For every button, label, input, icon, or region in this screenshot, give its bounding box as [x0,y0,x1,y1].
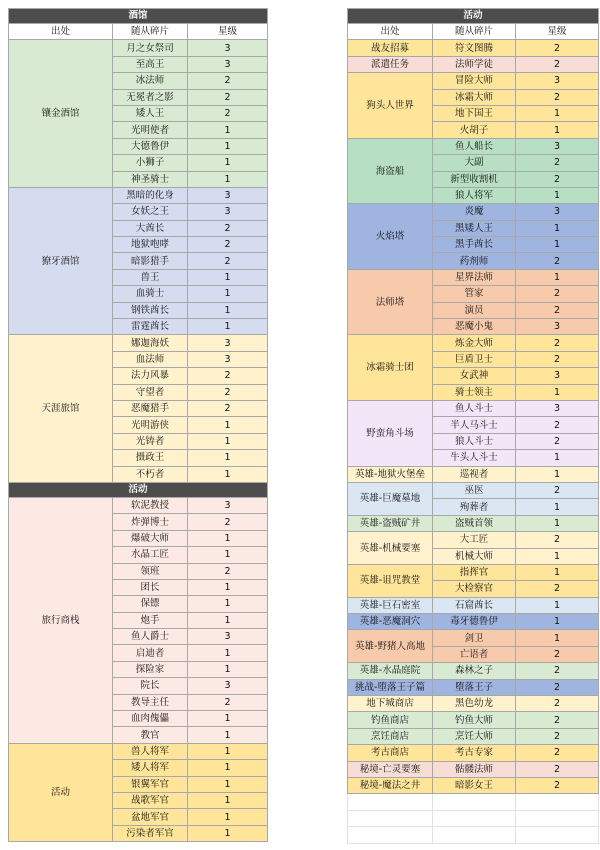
fragment-cell: 符文图腾 [433,40,516,56]
fragment-cell: 炸弹博士 [113,514,188,530]
fragment-cell: 狼人斗士 [433,433,516,449]
stars-cell: 1 [516,269,599,285]
fragment-cell: 巡视者 [433,466,516,482]
stars-cell: 1 [188,612,268,628]
stars-cell: 2 [516,728,599,744]
fragment-cell: 殉葬者 [433,499,516,515]
fragment-cell: 水晶工匠 [113,547,188,563]
table-row [348,204,599,220]
source-cell: 英雄-机械要塞 [348,532,433,565]
table-row [348,564,599,580]
stars-cell: 1 [188,661,268,677]
table-row [348,515,599,531]
table-row [9,187,268,203]
source-cell: 烹饪商店 [348,728,433,744]
source-cell: 考古商店 [348,745,433,761]
table-row [348,614,599,630]
stars-cell: 1 [516,187,599,203]
table-row [9,497,268,513]
fragment-cell: 鱼人爵士 [113,629,188,645]
empty-cell [348,794,433,810]
fragment-cell: 火胡子 [433,122,516,138]
fragment-cell: 战歌军官 [113,792,188,808]
stars-cell: 1 [188,547,268,563]
stars-cell: 2 [516,56,599,72]
fragment-cell: 大副 [433,155,516,171]
fragment-cell: 地下国王 [433,105,516,121]
source-cell: 英雄-恶魔洞穴 [348,614,433,630]
source-cell: 战友招募 [348,40,433,56]
fragment-cell: 亡语者 [433,646,516,662]
fragment-cell: 法师学徒 [433,56,516,72]
stars-cell: 1 [188,825,268,841]
stars-cell: 1 [188,122,268,138]
fragment-cell: 光铸者 [113,433,188,449]
table-row [348,630,599,646]
tavern-table [8,8,268,842]
stars-cell: 2 [188,105,268,121]
stars-cell: 1 [516,597,599,613]
table-row [348,761,599,777]
fragment-cell: 黑暗的化身 [113,187,188,203]
fragment-cell: 无冕者之影 [113,89,188,105]
fragment-cell: 鱼人斗士 [433,400,516,416]
table-row [348,679,599,695]
stars-cell: 2 [188,73,268,89]
stars-cell: 3 [516,319,599,335]
fragment-cell: 新型收割机 [433,171,516,187]
stars-cell: 2 [516,155,599,171]
table-row [9,743,268,759]
stars-cell: 1 [516,564,599,580]
empty-cell [348,810,433,826]
stars-cell: 2 [516,696,599,712]
stars-cell: 2 [516,777,599,793]
source-column-header: 出处 [9,24,113,40]
fragment-cell: 爆破大师 [113,530,188,546]
tavern-section-header-title: 酒馆 [9,9,268,24]
source-cell: 冰霜骑士团 [348,335,433,401]
fragment-cell: 牛头人斗士 [433,450,516,466]
empty-row [348,794,599,810]
stars-cell: 1 [188,792,268,808]
stars-cell: 2 [188,237,268,253]
stars-cell: 2 [516,663,599,679]
stars-cell: 3 [188,629,268,645]
table-row [348,532,599,548]
table-row [348,400,599,416]
fragment-cell: 盆地军官 [113,809,188,825]
source-cell: 英雄-地狱火堡垒 [348,466,433,482]
column-header-row [9,24,268,40]
stars-cell: 3 [516,400,599,416]
fragment-cell: 考古专家 [433,745,516,761]
stars-cell: 1 [516,450,599,466]
source-cell: 法师塔 [348,269,433,335]
fragment-cell: 大酋长 [113,220,188,236]
source-cell: 英雄-水晶庭院 [348,663,433,679]
stars-cell: 1 [188,530,268,546]
stars-cell: 2 [188,514,268,530]
table-row [9,40,268,56]
fragment-cell: 冒险大师 [433,73,516,89]
stars-cell: 1 [188,579,268,595]
fragment-cell: 摄政王 [113,450,188,466]
fragment-cell: 雷霆酋长 [113,319,188,335]
stars-cell: 1 [516,614,599,630]
stars-cell: 2 [516,40,599,56]
source-cell: 镶金酒馆 [9,40,113,188]
fragment-cell: 冰法师 [113,73,188,89]
stars-cell: 2 [516,253,599,269]
stars-cell: 2 [188,400,268,416]
fragment-cell: 药剂师 [433,253,516,269]
fragment-cell: 炼金大师 [433,335,516,351]
stars-cell: 1 [516,237,599,253]
fragment-cell: 石窟酋长 [433,597,516,613]
fragment-cell: 黑手酋长 [433,237,516,253]
stars-cell: 2 [188,384,268,400]
stars-cell: 1 [188,319,268,335]
empty-cell [348,827,433,843]
stars-cell: 3 [516,138,599,154]
fragment-cell: 骷髅法师 [433,761,516,777]
stars-cell: 2 [516,89,599,105]
fragment-cell: 指挥官 [433,564,516,580]
source-cell: 海盗船 [348,138,433,204]
table-row [348,335,599,351]
fragment-cell: 恶魔猎手 [113,400,188,416]
stars-column-header: 星级 [188,24,268,40]
stars-cell: 2 [516,679,599,695]
stars-cell: 3 [188,335,268,351]
source-cell: 地下城商店 [348,696,433,712]
stars-cell: 1 [188,433,268,449]
stars-cell: 2 [516,581,599,597]
fragment-cell: 女武神 [433,368,516,384]
fragment-cell: 血骑士 [113,286,188,302]
empty-cell [516,794,599,810]
fragment-cell: 保镖 [113,596,188,612]
fragment-cell: 启迪者 [113,645,188,661]
event-section-header-title: 活动 [348,9,599,24]
source-cell: 獠牙酒馆 [9,187,113,335]
fragment-cell: 黑色幼龙 [433,696,516,712]
stars-cell: 1 [188,743,268,759]
fragment-cell: 神圣骑士 [113,171,188,187]
stars-cell: 2 [516,335,599,351]
fragment-cell: 大德鲁伊 [113,138,188,154]
stars-cell: 1 [516,122,599,138]
fragment-cell: 矮人王 [113,105,188,121]
fragment-cell: 探险家 [113,661,188,677]
source-cell: 派遣任务 [348,56,433,72]
stars-cell: 2 [516,351,599,367]
fragment-cell: 兽王 [113,269,188,285]
fragment-cell: 钓鱼大师 [433,712,516,728]
source-column-header: 出处 [348,24,433,40]
stars-cell: 2 [188,253,268,269]
table-row [348,138,599,154]
stars-cell: 1 [516,466,599,482]
fragment-cell: 炮手 [113,612,188,628]
fragment-cell: 恶魔小鬼 [433,319,516,335]
source-cell: 英雄-诅咒教堂 [348,564,433,597]
event-section-header [348,9,599,24]
stars-cell: 3 [188,56,268,72]
table-row [348,482,599,498]
empty-cell [433,810,516,826]
stars-column-header: 星级 [516,24,599,40]
fragment-cell: 剑卫 [433,630,516,646]
stars-cell: 1 [516,384,599,400]
stars-cell: 3 [516,368,599,384]
stars-cell: 1 [188,466,268,482]
source-cell: 秘境-魔法之井 [348,777,433,793]
fragment-cell: 血法师 [113,351,188,367]
fragment-cell: 盗贼首领 [433,515,516,531]
source-cell: 活动 [9,743,113,841]
stars-cell: 1 [188,645,268,661]
stars-cell: 2 [516,433,599,449]
stars-cell: 1 [188,776,268,792]
stars-cell: 1 [516,105,599,121]
fragment-cell: 鱼人船长 [433,138,516,154]
stars-cell: 1 [516,630,599,646]
source-cell: 野蛮角斗场 [348,400,433,466]
source-cell: 英雄-野猪人高地 [348,630,433,663]
stars-cell: 2 [188,563,268,579]
source-cell: 旅行商栈 [9,497,113,743]
fragment-cell: 软泥教授 [113,497,188,513]
fragment-cell: 教官 [113,727,188,743]
stars-cell: 3 [516,204,599,220]
source-cell: 英雄-巨石密室 [348,597,433,613]
stars-cell: 2 [516,712,599,728]
stars-cell: 2 [516,761,599,777]
source-cell: 钓鱼商店 [348,712,433,728]
fragment-cell: 星界法师 [433,269,516,285]
fragment-cell: 守望者 [113,384,188,400]
fragment-cell: 领班 [113,563,188,579]
source-cell: 秘境-亡灵要塞 [348,761,433,777]
stars-cell: 3 [188,204,268,220]
table-row [348,728,599,744]
stars-cell: 2 [516,171,599,187]
fragment-cell: 小狮子 [113,155,188,171]
table-row [348,712,599,728]
source-cell: 英雄-盗贼矿井 [348,515,433,531]
table-row [348,777,599,793]
stars-cell: 2 [516,482,599,498]
empty-row [348,810,599,826]
empty-cell [516,827,599,843]
stars-cell: 1 [516,220,599,236]
table-row [348,597,599,613]
stars-cell: 1 [188,302,268,318]
stars-cell: 1 [516,515,599,531]
stars-cell: 3 [188,40,268,56]
fragment-cell: 大工匠 [433,532,516,548]
fragment-cell: 银翼军官 [113,776,188,792]
fragment-cell: 兽人将军 [113,743,188,759]
fragment-column-header: 随从碎片 [113,24,188,40]
fragment-cell: 炎魔 [433,204,516,220]
stars-cell: 2 [188,220,268,236]
source-cell: 狗头人世界 [348,73,433,139]
stars-cell: 3 [188,187,268,203]
fragment-cell: 矮人将军 [113,760,188,776]
stars-cell: 1 [188,450,268,466]
stars-cell: 3 [188,678,268,694]
fragment-cell: 巫医 [433,482,516,498]
stars-cell: 2 [188,89,268,105]
stars-cell: 1 [188,727,268,743]
stars-cell: 2 [516,745,599,761]
fragment-cell: 暗影猎手 [113,253,188,269]
source-cell: 英雄-巨魔墓地 [348,482,433,515]
fragment-cell: 地狱咆哮 [113,237,188,253]
fragment-cell: 污染者军官 [113,825,188,841]
fragment-cell: 娜迦海妖 [113,335,188,351]
stars-cell: 3 [188,351,268,367]
stars-cell: 1 [188,760,268,776]
stars-cell: 1 [516,499,599,515]
table-row [348,663,599,679]
stars-cell: 2 [188,694,268,710]
empty-cell [433,794,516,810]
source-cell: 挑战-堕落王子篇 [348,679,433,695]
table-row [348,745,599,761]
fragment-column-header: 随从碎片 [433,24,516,40]
fragment-cell: 狼人将军 [433,187,516,203]
stars-cell: 2 [516,286,599,302]
fragment-cell: 大检察官 [433,581,516,597]
stars-cell: 1 [188,155,268,171]
fragment-cell: 钢铁酋长 [113,302,188,318]
stars-cell: 1 [188,809,268,825]
fragment-cell: 管家 [433,286,516,302]
activity-section-header [9,482,268,497]
table-row [348,269,599,285]
fragment-cell: 至高王 [113,56,188,72]
fragment-cell: 不朽者 [113,466,188,482]
stars-cell: 1 [188,269,268,285]
fragment-cell: 半人马斗士 [433,417,516,433]
fragment-cell: 森林之子 [433,663,516,679]
fragment-cell: 毒牙德鲁伊 [433,614,516,630]
empty-row [348,827,599,843]
fragment-cell: 教导主任 [113,694,188,710]
activity-section-header-title: 活动 [9,482,268,497]
table-row [348,466,599,482]
fragment-cell: 机械大师 [433,548,516,564]
source-cell: 天涯旅馆 [9,335,113,483]
fragment-cell: 骑士领主 [433,384,516,400]
stars-cell: 1 [188,171,268,187]
table-row [348,40,599,56]
stars-cell: 2 [188,368,268,384]
events-table [347,8,599,844]
fragment-cell: 光明游侠 [113,417,188,433]
table-row [348,696,599,712]
table-row [348,56,599,72]
table-row [9,335,268,351]
stars-cell: 2 [516,302,599,318]
stars-cell: 2 [516,646,599,662]
fragment-cell: 法力风暴 [113,368,188,384]
tavern-section-header [9,9,268,24]
stars-cell: 1 [188,596,268,612]
fragment-cell: 烹饪大师 [433,728,516,744]
stars-cell: 2 [516,417,599,433]
fragment-cell: 冰霜大师 [433,89,516,105]
empty-cell [433,827,516,843]
empty-cell [516,810,599,826]
column-header-row [348,24,599,40]
fragment-cell: 黑矮人王 [433,220,516,236]
fragment-cell: 院长 [113,678,188,694]
stars-cell: 1 [516,548,599,564]
fragment-cell: 光明使者 [113,122,188,138]
fragment-cell: 演员 [433,302,516,318]
stars-cell: 3 [516,73,599,89]
stars-cell: 3 [188,497,268,513]
fragment-cell: 血肉傀儡 [113,711,188,727]
fragment-cell: 暗影女王 [433,777,516,793]
fragment-cell: 女妖之王 [113,204,188,220]
stars-cell: 1 [188,711,268,727]
fragment-cell: 堕落王子 [433,679,516,695]
source-cell: 火焰塔 [348,204,433,270]
fragment-cell: 巨盾卫士 [433,351,516,367]
fragment-cell: 月之女祭司 [113,40,188,56]
stars-cell: 1 [188,286,268,302]
stars-cell: 1 [188,417,268,433]
fragment-cell: 团长 [113,579,188,595]
stars-cell: 1 [188,138,268,154]
stars-cell: 2 [516,532,599,548]
table-row [348,73,599,89]
